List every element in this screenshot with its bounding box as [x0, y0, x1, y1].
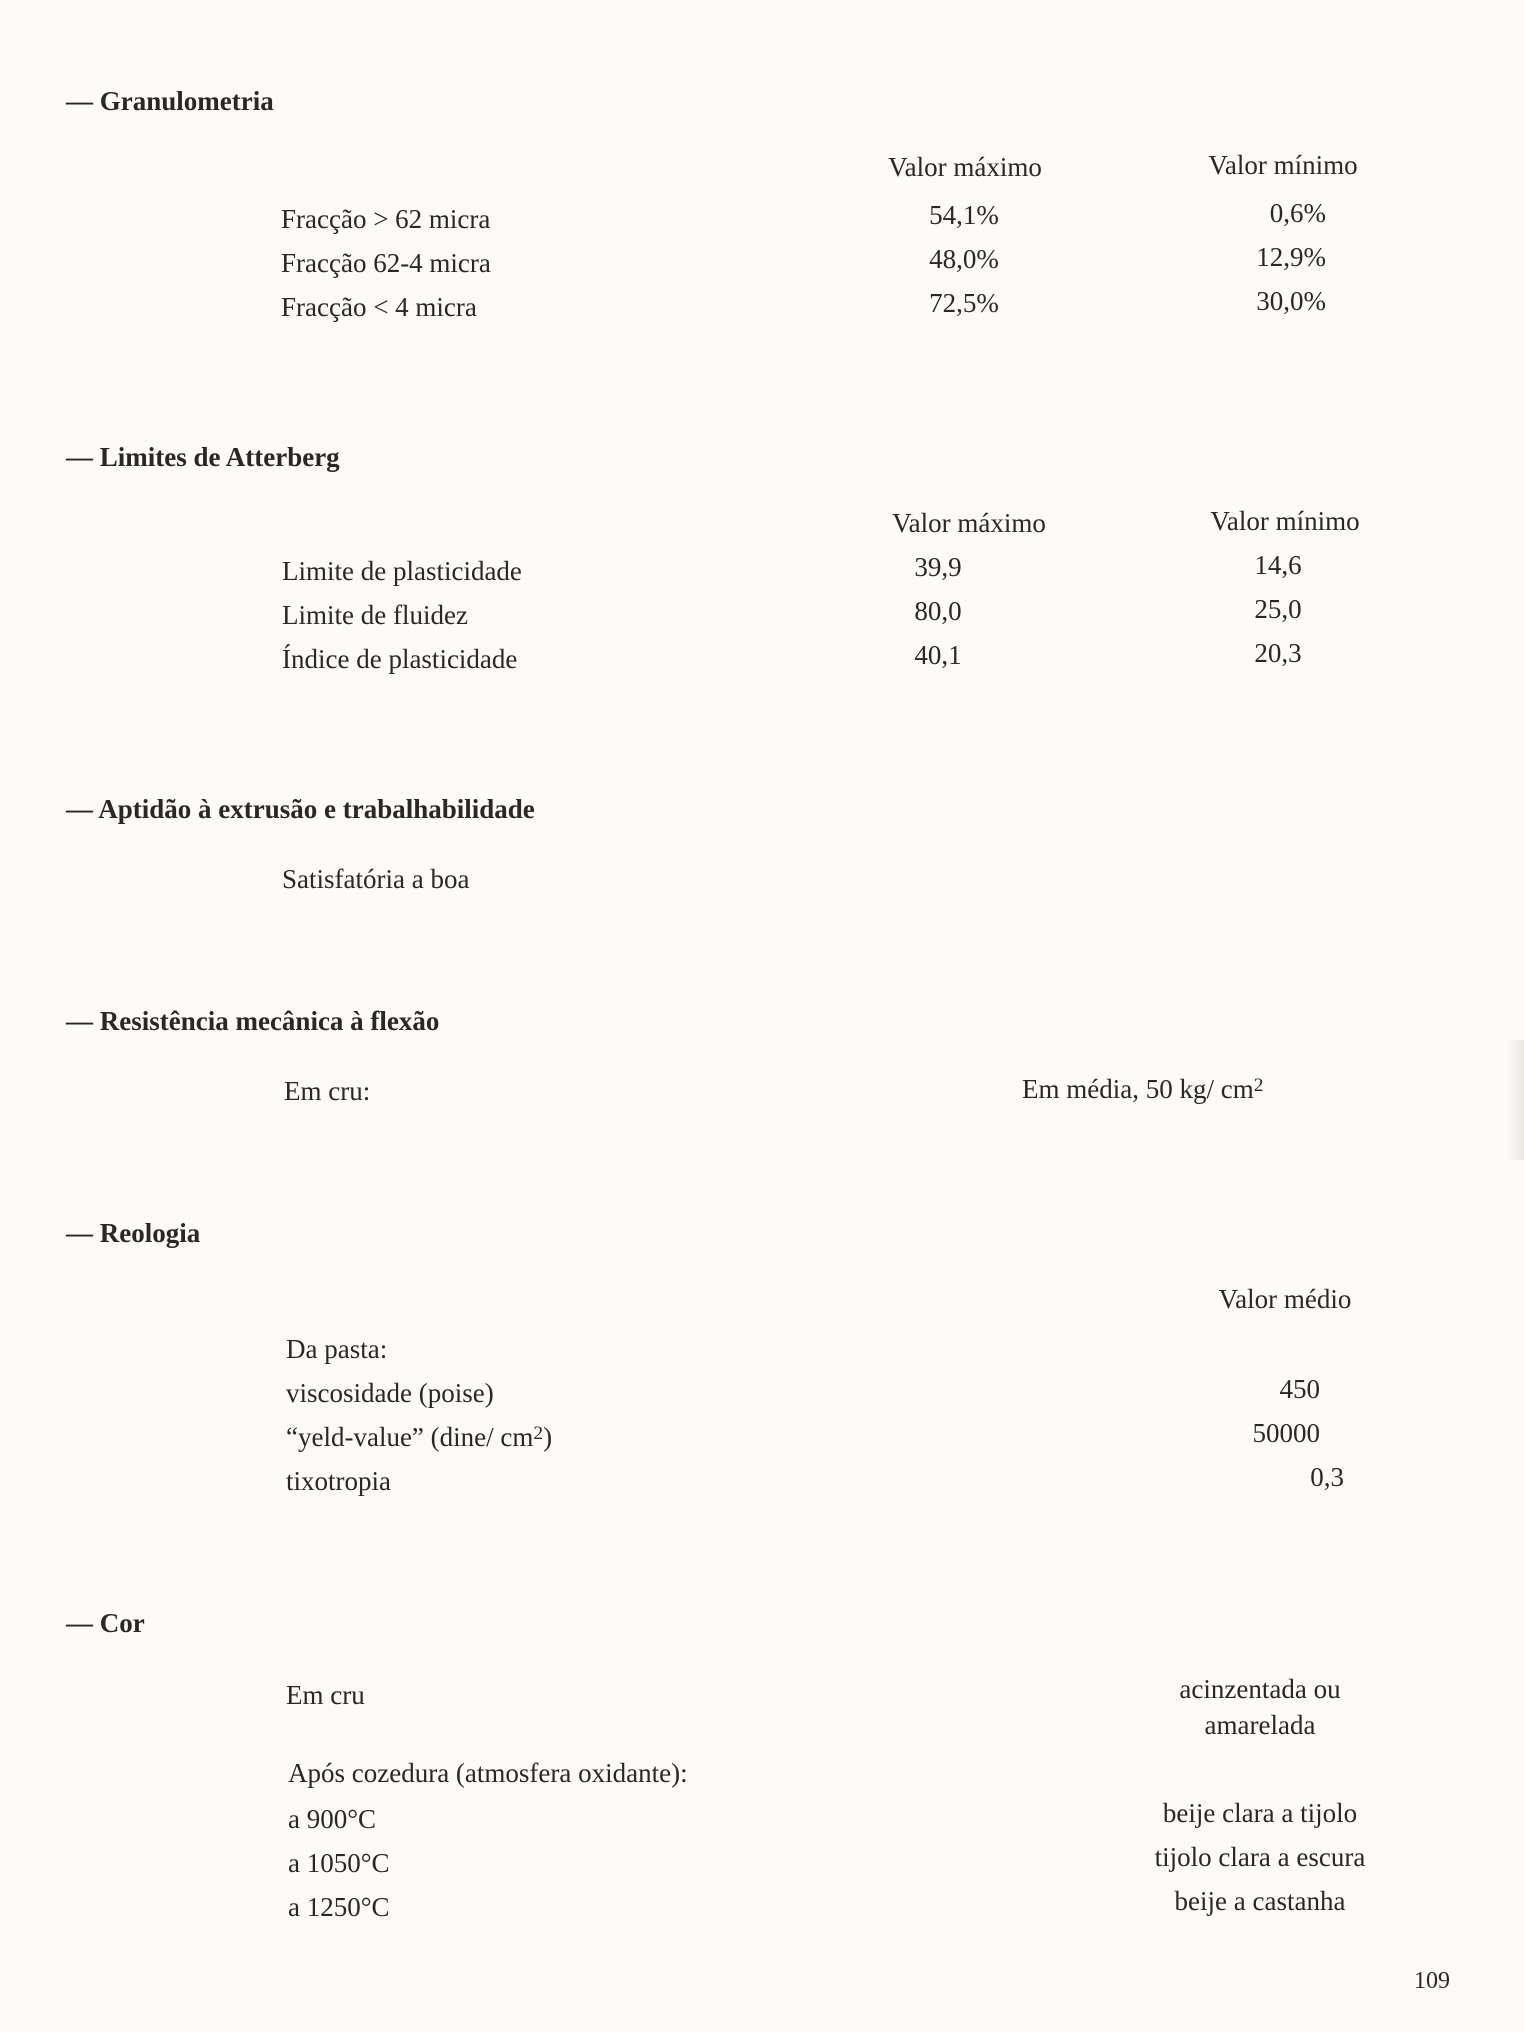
granulometria-row-max: 72,5% — [929, 288, 999, 318]
granulometria-row-min: 30,0% — [1256, 286, 1326, 316]
resistencia-heading: — Resistência mecânica à flexão — [66, 1006, 440, 1036]
cor-row-label: a 1250°C — [288, 1892, 390, 1922]
reologia-heading: — Reologia — [66, 1218, 201, 1248]
aptidao-text: Satisfatória a boa — [282, 864, 470, 894]
cor-row-label: a 1050°C — [288, 1848, 390, 1878]
cor-row-value: beije a castanha — [1174, 1886, 1346, 1916]
reologia-row-label: tixotropia — [286, 1466, 391, 1496]
reologia-row-value: 450 — [1279, 1374, 1320, 1404]
atterberg-row-max: 39,9 — [914, 552, 962, 582]
granulometria-row-label: Fracção < 4 micra — [281, 292, 477, 322]
reologia-row-label: “yeld-value” (dine/ $cm^2$) — [286, 1422, 553, 1452]
reologia-row-value: 0,3 — [1310, 1462, 1344, 1492]
cor-row-value: tijolo clara a escura — [1154, 1842, 1366, 1872]
atterberg-col-max: Valor máximo — [892, 508, 1046, 538]
atterberg-row-label: Limite de fluidez — [282, 600, 468, 630]
reologia-row-value: 50000 — [1252, 1418, 1320, 1448]
atterberg-row-min: 20,3 — [1254, 638, 1302, 668]
atterberg-row-label: Limite de plasticidade — [282, 556, 522, 586]
page-number: 109 — [1414, 1968, 1450, 1994]
cor-row-label: a 900°C — [288, 1804, 377, 1834]
granulometria-col-max: Valor máximo — [888, 152, 1042, 182]
atterberg-row-max: 40,1 — [914, 640, 962, 670]
atterberg-row-max: 80,0 — [914, 596, 962, 626]
page-edge-shadow — [1506, 1040, 1524, 1160]
atterberg-row-min: 25,0 — [1254, 594, 1302, 624]
aptidao-heading: — Aptidão à extrusão e trabalhabilidade — [66, 794, 535, 824]
cor-cru-value-line2: amarelada — [1204, 1710, 1316, 1740]
atterberg-row-label: Índice de plasticidade — [282, 644, 518, 674]
granulometria-row-max: 48,0% — [929, 244, 999, 274]
cor-cru-label: Em cru — [286, 1680, 365, 1710]
resistencia-label: Em cru: — [284, 1076, 371, 1106]
granulometria-col-min: Valor mínimo — [1208, 150, 1358, 180]
cor-heading: — Cor — [66, 1608, 145, 1638]
granulometria-row-min: 0,6% — [1269, 198, 1326, 228]
granulometria-row-label: Fracção > 62 micra — [281, 204, 491, 234]
cor-cru-value-line1: acinzentada ou — [1179, 1674, 1341, 1704]
atterberg-row-min: 14,6 — [1254, 550, 1302, 580]
reologia-col-medio: Valor médio — [1218, 1284, 1352, 1314]
resistencia-value: Em média, 50 kg/ $cm^2$ — [1022, 1074, 1264, 1104]
granulometria-row-max: 54,1% — [929, 200, 999, 230]
reologia-row-label: viscosidade (poise) — [286, 1378, 494, 1408]
granulometria-heading: — Granulometria — [66, 86, 274, 116]
cor-cozedura-label: Após cozedura (atmosfera oxidante): — [288, 1758, 688, 1788]
atterberg-col-min: Valor mínimo — [1210, 506, 1360, 536]
granulometria-row-min: 12,9% — [1256, 242, 1326, 272]
reologia-intro: Da pasta: — [286, 1334, 388, 1364]
atterberg-heading: — Limites de Atterberg — [66, 442, 340, 472]
cor-row-value: beije clara a tijolo — [1162, 1798, 1358, 1828]
granulometria-row-label: Fracção 62-4 micra — [281, 248, 491, 278]
